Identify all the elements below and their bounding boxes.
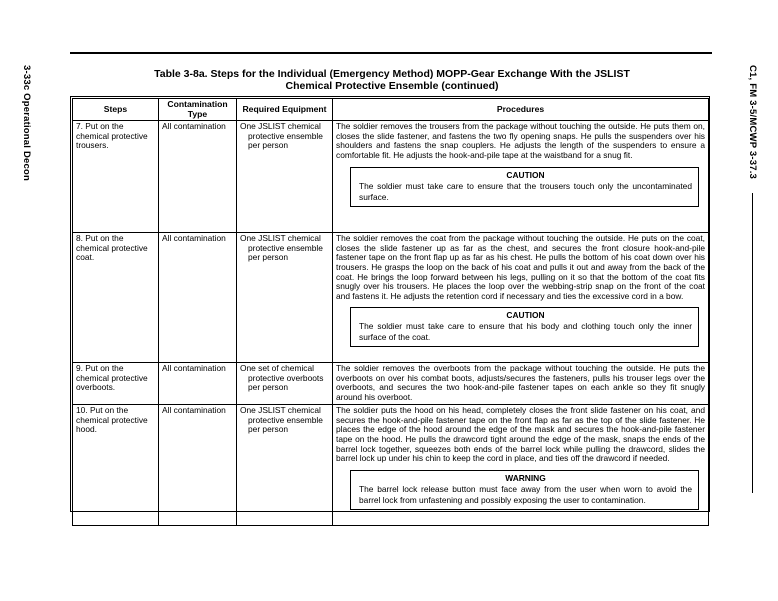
caution-box	[350, 307, 699, 347]
page-number-section: 3-33c Operational Decon	[21, 65, 32, 181]
equipment-cell	[237, 405, 333, 526]
equipment-rest: protective ensemble per person	[248, 242, 323, 263]
table-row	[73, 405, 709, 526]
procedure-text: The soldier puts the hood on his head, completely closes the front slide fastener on his coat, and secures the hook-and-pile fastener tape on the front flap as far as the top of the slide fastener. He places the edge of the hood around the edge of the mask and secures the hook-and-pile fastener tape on the hood. He pulls the drawcord tight around the edge of the mask, snaps the ends of the barrel lock together, squeezes both ends of the barrel lock while pulling the drawcord, slides the barrel lock up under his chin to keep the cord in place, and ties off the drawcord if needed.	[336, 405, 705, 464]
notice-title: CAUTION	[506, 310, 545, 321]
warning-box	[350, 470, 699, 510]
col-header-equipment: Required Equipment	[237, 99, 333, 121]
equipment-cell	[237, 363, 333, 405]
table-title	[72, 68, 712, 92]
equipment-cell	[237, 233, 333, 363]
table-row	[73, 121, 709, 233]
caution-box	[350, 167, 699, 207]
table-title-line-2: Chemical Protective Ensemble (continued)	[285, 80, 499, 92]
equipment-rest: protective overboots per person	[248, 372, 324, 393]
step-cell: 8. Put on the chemical protective coat.	[73, 233, 159, 363]
equipment-cell	[237, 121, 333, 233]
table-row	[73, 363, 709, 405]
equipment-first-line: One set of chemical	[240, 363, 315, 374]
notice-text: The soldier must take care to ensure that his body and clothing touch only the inner surface of the coat.	[359, 321, 692, 343]
contamination-cell: All contamination	[159, 121, 237, 233]
procedure-text: The soldier removes the coat from the package without touching the outside. He puts on the coat, closes the slide fastener up as far as the chest, and secures the front closure hook-and-pile fastener tape on the front flap up as far as his chest. He pulls the bottom of his coat down over his trousers. He grasps the loop on the back of his coat and pulls it out and away from the back of the coat. He brings the loop forward between his legs, pulling on it so that the bottom of the coat fits snugly over his trousers. He places the loop over the webbing-strip snap on the front of the coat and fastens it. He adjusts the retention cord if necessary and ties the excessive cord in a bow.	[336, 233, 705, 301]
top-rule	[70, 52, 712, 54]
publication-id	[747, 65, 758, 493]
contamination-cell: All contamination	[159, 363, 237, 405]
equipment-first-line: One JSLIST chemical	[240, 405, 321, 416]
notice-title: CAUTION	[506, 169, 545, 180]
step-cell: 9. Put on the chemical protective overboots.	[73, 363, 159, 405]
step-cell: 10. Put on the chemical protective hood.	[73, 405, 159, 526]
publication-id-text: C1, FM 3-5/MCWP 3-37.3	[747, 65, 758, 180]
notice-title: WARNING	[505, 472, 546, 483]
equipment-rest: protective ensemble per person	[248, 414, 323, 435]
equipment-first-line: One JSLIST chemical	[240, 121, 321, 132]
notice-text: The soldier must take care to ensure that the trousers touch only the uncontaminated surface.	[359, 180, 692, 202]
table-row	[73, 233, 709, 363]
contamination-cell: All contamination	[159, 233, 237, 363]
notice-text: The barrel lock release button must face away from the user when worn to avoid the barrel lock from unfastening and possibly exposing the user to contamination.	[359, 483, 692, 505]
procedure-cell	[333, 233, 709, 363]
table-header-row	[73, 99, 709, 121]
equipment-first-line: One JSLIST chemical	[240, 233, 321, 244]
procedure-text: The soldier removes the trousers from the package without touching the outside. He puts them on, closes the slide fastener, and fastens the two fly opening snaps. He pulls the suspenders over his shoulders and fastens the snap couplers. He adjusts the length of the suspenders to ensure a comfortable fit. He adjusts the hook-and-pile tape at the waistband for a snug fit.	[336, 121, 705, 160]
equipment-rest: protective ensemble per person	[248, 130, 323, 151]
col-header-steps: Steps	[73, 99, 159, 121]
procedure-text: The soldier removes the overboots from the package without touching the outside. He puts the overboots on over his combat boots, adjusts/secures the fasteners, pulls his trouser legs over the overboots, and secures the two hook-and-pile fastener tapes on each ankle so they fit snugly around his overboot.	[336, 363, 705, 402]
step-cell: 7. Put on the chemical protective trousers.	[73, 121, 159, 233]
col-header-contamination: Contamination Type	[159, 99, 237, 121]
table-title-line-1: Table 3-8a. Steps for the Individual (Emergency Method) MOPP-Gear Exchange With the JSLIST	[154, 68, 630, 80]
procedure-table	[72, 98, 709, 526]
contamination-cell: All contamination	[159, 405, 237, 526]
col-header-procedures: Procedures	[333, 99, 709, 121]
side-rule	[752, 193, 753, 493]
procedure-cell	[333, 121, 709, 233]
procedure-cell	[333, 363, 709, 405]
procedure-cell	[333, 405, 709, 526]
